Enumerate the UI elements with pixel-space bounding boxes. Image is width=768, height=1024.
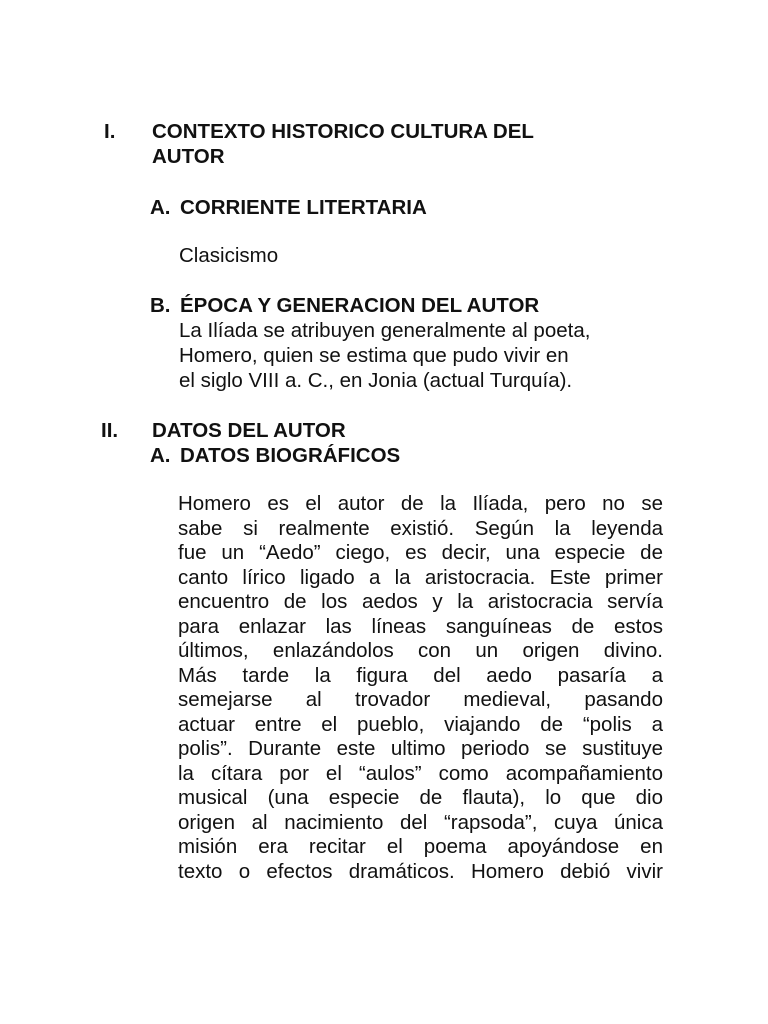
section-1-numeral: I.: [104, 120, 116, 143]
paragraph-line: texto o efectos dramáticos. Homero debió vivir: [178, 859, 663, 883]
paragraph-line: misión era recitar el poema apoyándose en: [178, 835, 663, 858]
paragraph-line: para enlazar las líneas sanguíneas de estos: [178, 614, 663, 638]
section-1-title-line-1: CONTEXTO HISTORICO CULTURA DEL: [152, 120, 534, 143]
section-1-sub-a-letter: A.: [150, 196, 171, 219]
section-1-sub-b-line: La Ilíada se atribuyen generalmente al poeta,: [179, 319, 591, 342]
section-1-sub-b-line: el siglo VIII a. C., en Jonia (actual Turquía).: [179, 369, 573, 392]
section-1-title-line-2: AUTOR: [152, 145, 225, 168]
paragraph-line: musical (una especie de flauta), lo que dio: [178, 786, 663, 809]
paragraph-line: fue un “Aedo” ciego, es decir, una especie de: [178, 541, 663, 564]
paragraph-line: la cítara por el “aulos” como acompañamiento: [178, 761, 663, 785]
paragraph-line: encuentro de los aedos y la aristocracia servía: [178, 590, 663, 613]
paragraph-line: actuar entre el pueblo, viajando de “polis a: [178, 712, 663, 736]
section-2-sub-a-letter: A.: [150, 444, 171, 467]
paragraph-line: semejarse al trovador medieval, pasando: [178, 688, 663, 711]
paragraph-line: canto lírico ligado a la aristocracia. Este primer: [178, 565, 663, 589]
paragraph-line: Más tarde la figura del aedo pasaría a: [178, 663, 663, 687]
section-1-sub-a-title: CORRIENTE LITERTARIA: [180, 196, 427, 219]
paragraph-line: últimos, enlazándolos con un origen divino.: [178, 639, 663, 662]
section-1-sub-b-letter: B.: [150, 294, 171, 317]
section-2-numeral: II.: [101, 419, 119, 442]
paragraph-line: polis”. Durante este ultimo periodo se sustituye: [178, 737, 663, 760]
biography-paragraph: [178, 492, 663, 884]
paragraph-line: Homero es el autor de la Ilíada, pero no se: [178, 492, 663, 515]
section-1-sub-a-text: Clasicismo: [179, 244, 279, 267]
section-2-sub-a-title: DATOS BIOGRÁFICOS: [180, 444, 401, 467]
paragraph-line: sabe si realmente existió. Según la leyenda: [178, 516, 663, 540]
paragraph-line: origen al nacimiento del “rapsoda”, cuya única: [178, 810, 663, 834]
section-1-sub-b-title: ÉPOCA Y GENERACION DEL AUTOR: [180, 294, 540, 317]
section-2-title: DATOS DEL AUTOR: [152, 419, 346, 442]
section-1-sub-b-line: Homero, quien se estima que pudo vivir en: [179, 344, 569, 367]
